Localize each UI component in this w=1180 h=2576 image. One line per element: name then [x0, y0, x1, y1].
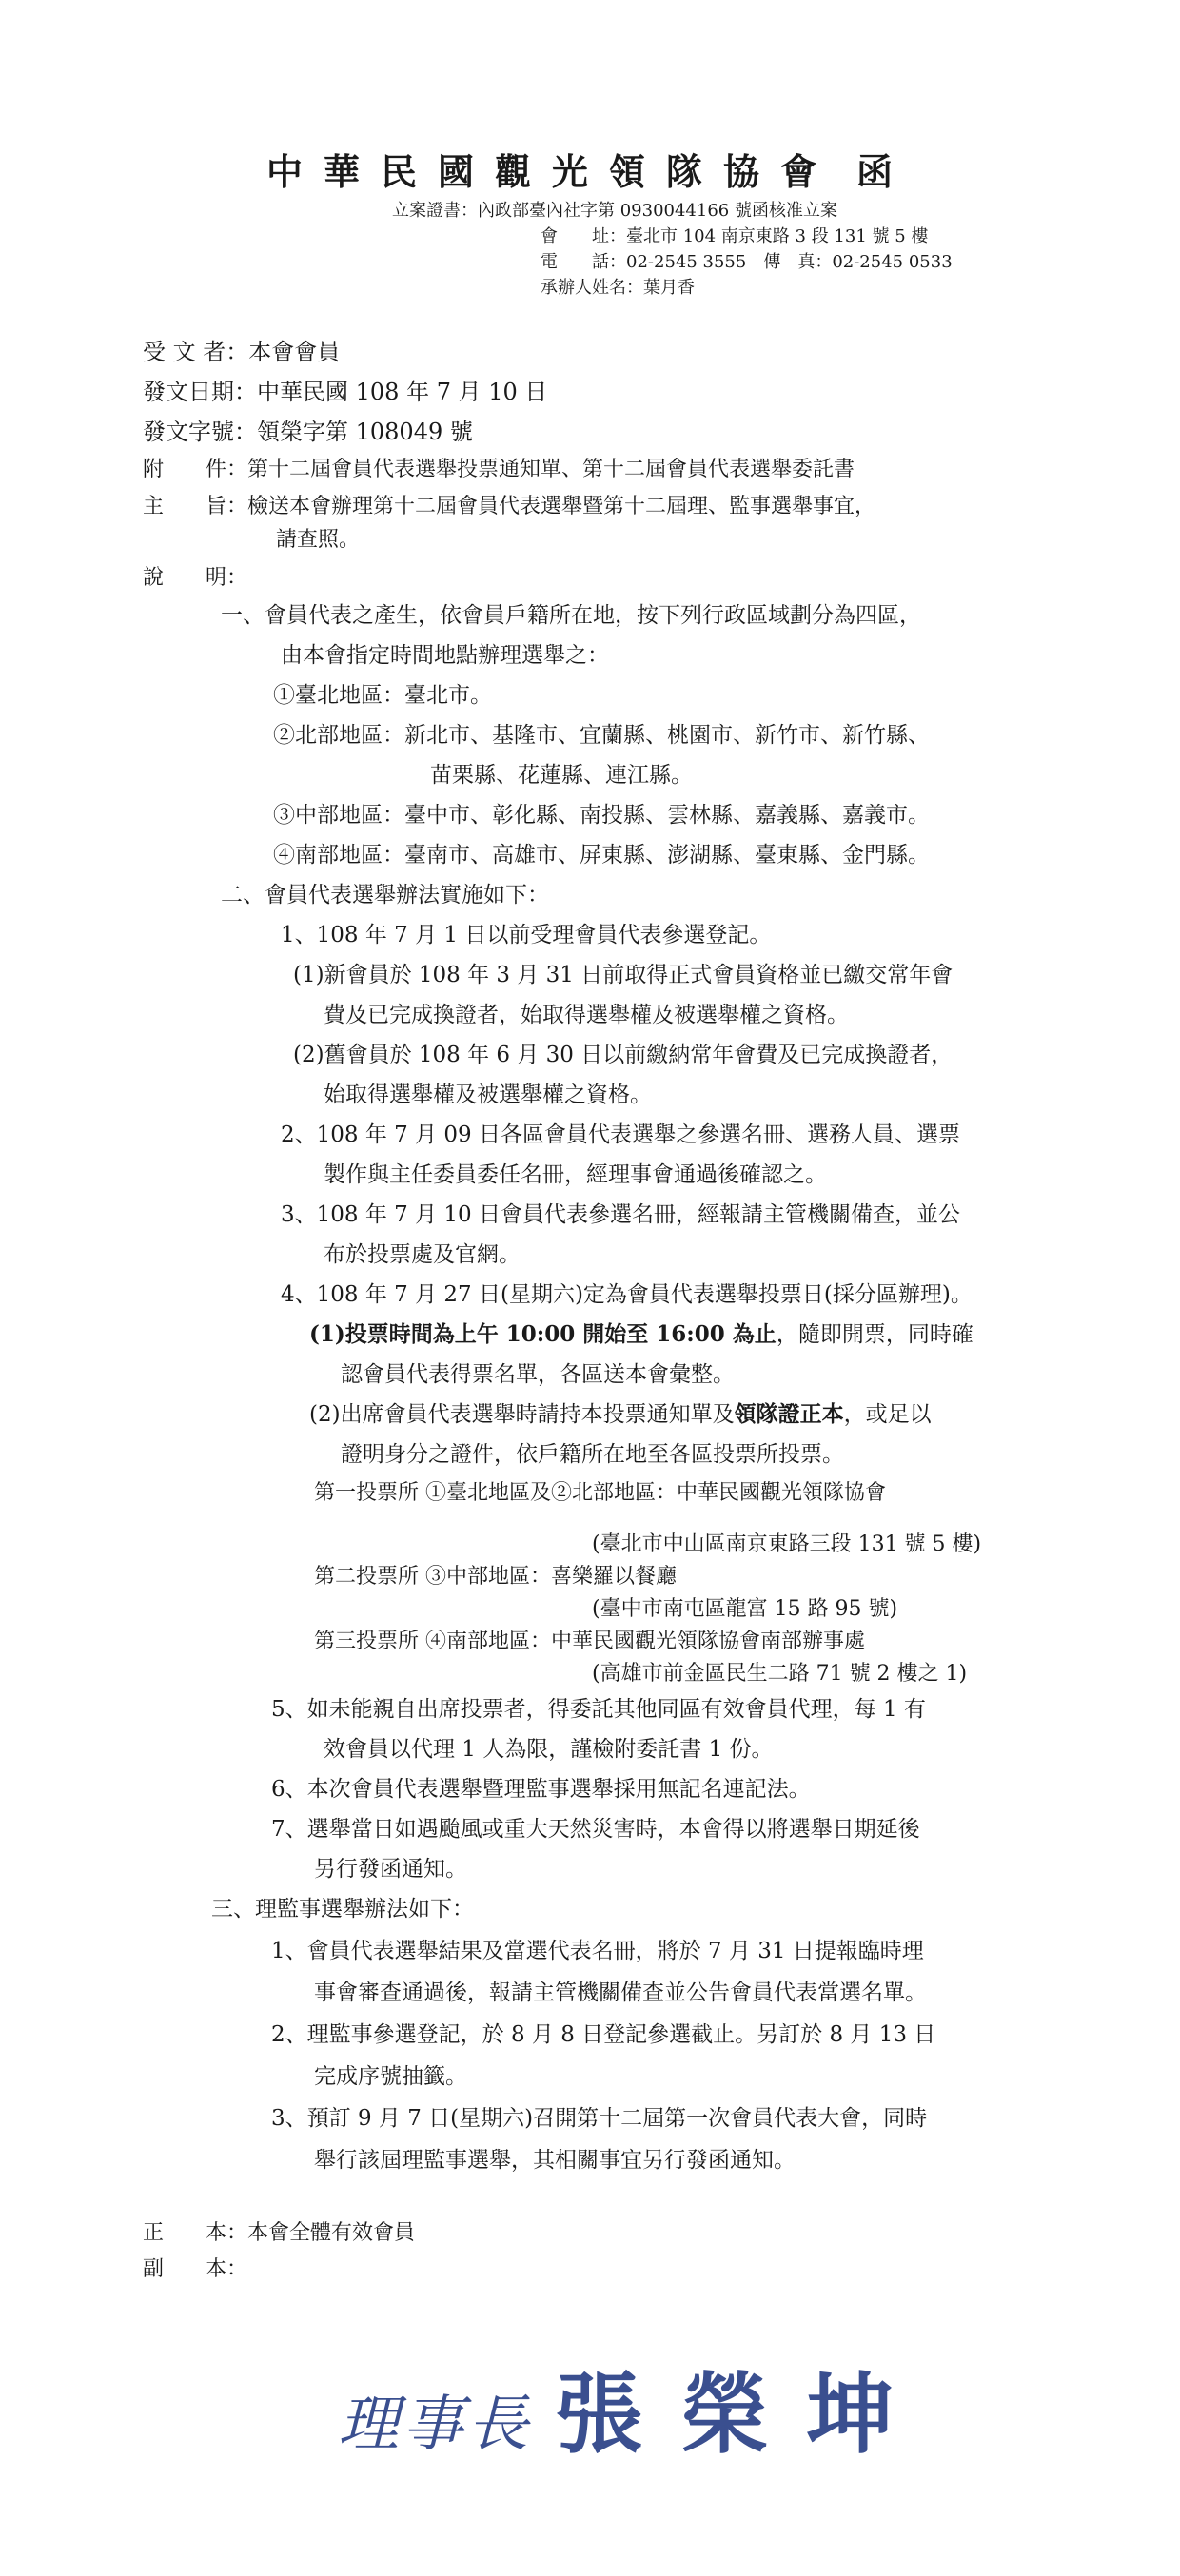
- s2-item1: 1、108 年 7 月 1 日以前受理會員代表參選登記。: [281, 923, 772, 947]
- polling-station-2-address: (臺中市南屯區龍富 15 路 95 號): [592, 1597, 898, 1621]
- subject-line-1: 主 旨：檢送本會辦理第十二屆會員代表選舉暨第十二屆理、監事選舉事宜，: [143, 495, 876, 518]
- region-taipei: ①臺北地區：臺北市。: [273, 683, 492, 708]
- original-recipient: 正 本：本會全體有效會員: [143, 2221, 416, 2245]
- s2-item1b-line1: (2)舊會員於 108 年 6 月 30 日以前繳納常年會費及已完成換證者，: [293, 1043, 954, 1067]
- contact-info: 承辦人姓名：葉月香: [541, 278, 695, 298]
- issue-date: 發文日期：中華民國 108 年 7 月 10 日: [143, 379, 548, 405]
- region-central: ③中部地區：臺中市、彰化縣、南投縣、雲林縣、嘉義縣、嘉義市。: [273, 803, 930, 828]
- s2-item4a-line1: [309, 1317, 974, 1348]
- explanation-label: 說 明：: [143, 566, 248, 590]
- letter-header-title: [0, 143, 1180, 195]
- s2-item4b-line1: [309, 1396, 932, 1428]
- recipient: 受 文 者：本會會員: [143, 339, 341, 365]
- s2-item5-line2: 效會員以代理 1 人為限，謹檢附委託書 1 份。: [324, 1737, 774, 1762]
- polling-station-3: 第三投票所 ④南部地區：中華民國觀光領隊協會南部辦事處: [314, 1630, 865, 1653]
- document-number: 發文字號：領榮字第 108049 號: [143, 419, 473, 445]
- section1-line1: 一、會員代表之產生，依會員戶籍所在地，按下列行政區域劃分為四區，: [221, 603, 921, 628]
- region-north-1: ②北部地區：新北市、基隆市、宜蘭縣、桃園市、新竹市、新竹縣、: [273, 723, 930, 748]
- attachment: 附 件：第十二屆會員代表選舉投票通知單、第十二屆會員代表選舉委託書: [143, 458, 856, 481]
- signature-name: 張榮坤: [555, 2363, 933, 2466]
- s2-item4a-rest: ，隨即開票，同時確: [776, 1322, 974, 1347]
- region-north-2: 苗栗縣、花蓮縣、連江縣。: [430, 763, 693, 788]
- phone-info: 電 話：02-2545 3555 傳 真：02-2545 0533: [541, 252, 953, 272]
- polling-station-1: 第一投票所 ①臺北地區及②北部地區：中華民國觀光領隊協會: [314, 1481, 886, 1505]
- voting-hours: (1)投票時間為上午 10:00 開始至 16:00 為止: [309, 1321, 777, 1347]
- tour-leader-card: 領隊證正本: [734, 1401, 844, 1427]
- section1-line2: 由本會指定時間地點辦理選舉之：: [281, 643, 609, 668]
- copy-recipient: 副 本：: [143, 2257, 248, 2281]
- polling-station-1-address: (臺北市中山區南京東路三段 131 號 5 樓): [592, 1532, 982, 1556]
- s3-item1-line1: 1、會員代表選舉結果及當選代表名冊，將於 7 月 31 日提報臨時理: [271, 1939, 924, 1963]
- s2-item4b-post: ，或足以: [843, 1402, 932, 1427]
- address-info: 會 址：臺北市 104 南京東路 3 段 131 號 5 樓: [541, 226, 929, 246]
- subject-line-2: 請查照。: [276, 528, 361, 552]
- s2-item1b-line2: 始取得選舉權及被選舉權之資格。: [324, 1083, 652, 1107]
- s2-item5-line1: 5、如未能親自出席投票者，得委託其他同區有效會員代理，每 1 有: [271, 1697, 926, 1722]
- letter-type: 函: [856, 150, 914, 193]
- s2-item6: 6、本次會員代表選舉暨理監事選舉採用無記名連記法。: [271, 1777, 811, 1802]
- s2-item2-line2: 製作與主任委員委任名冊，經理事會通過後確認之。: [324, 1162, 827, 1187]
- chairman-signature: [338, 2345, 932, 2470]
- s2-item3-line2: 布於投票處及官網。: [324, 1242, 521, 1267]
- s2-item2-line1: 2、108 年 7 月 09 日各區會員代表選舉之參選名冊、選務人員、選票: [281, 1122, 960, 1147]
- s3-item3-line1: 3、預訂 9 月 7 日(星期六)召開第十二屆第一次會員代表大會，同時: [271, 2106, 928, 2131]
- s2-item4b-line2: 證明身分之證件，依戶籍所在地至各區投票所投票。: [341, 1442, 844, 1467]
- s2-item3-line1: 3、108 年 7 月 10 日會員代表參選名冊，經報請主管機關備查，並公: [281, 1202, 960, 1227]
- s3-item1-line2: 事會審查通過後，報請主管機關備查並公告會員代表當選名單。: [314, 1981, 927, 2005]
- s3-item3-line2: 舉行該屆理監事選舉，其相關事宜另行發函通知。: [314, 2148, 796, 2173]
- region-south: ④南部地區：臺南市、高雄市、屏東縣、澎湖縣、臺東縣、金門縣。: [273, 843, 930, 868]
- section3-heading: 三、理監事選舉辦法如下：: [211, 1897, 474, 1922]
- polling-station-2: 第二投票所 ③中部地區：喜樂羅以餐廳: [314, 1565, 677, 1589]
- org-name: 中華民國觀光領隊協會: [266, 150, 837, 193]
- s2-item7-line1: 7、選舉當日如遇颱風或重大天然災害時，本會得以將選舉日期延後: [271, 1817, 920, 1842]
- s2-item4: 4、108 年 7 月 27 日(星期六)定為會員代表選舉投票日(採分區辦理)。: [281, 1282, 973, 1307]
- s2-item7-line2: 另行發函通知。: [314, 1857, 467, 1882]
- signature-title: 理事長: [338, 2390, 532, 2460]
- section2-heading: 二、會員代表選舉辦法實施如下：: [221, 883, 549, 907]
- polling-station-3-address: (高雄市前金區民生二路 71 號 2 樓之 1): [592, 1662, 968, 1686]
- registration-info: 立案證書：內政部臺內社字第 0930044166 號函核准立案: [392, 201, 837, 221]
- s3-item2-line2: 完成序號抽籤。: [314, 2064, 467, 2089]
- s3-item2-line1: 2、理監事參選登記，於 8 月 8 日登記參選截止。另訂於 8 月 13 日: [271, 2022, 936, 2047]
- s2-item4a-line2: 認會員代表得票名單，各區送本會彙整。: [341, 1362, 735, 1387]
- s2-item4b-pre: (2)出席會員代表選舉時請持本投票通知單及: [309, 1402, 735, 1427]
- s2-item1a-line1: (1)新會員於 108 年 3 月 31 日前取得正式會員資格並已繳交常年會: [293, 963, 954, 987]
- s2-item1a-line2: 費及已完成換證者，始取得選舉權及被選舉權之資格。: [324, 1003, 849, 1027]
